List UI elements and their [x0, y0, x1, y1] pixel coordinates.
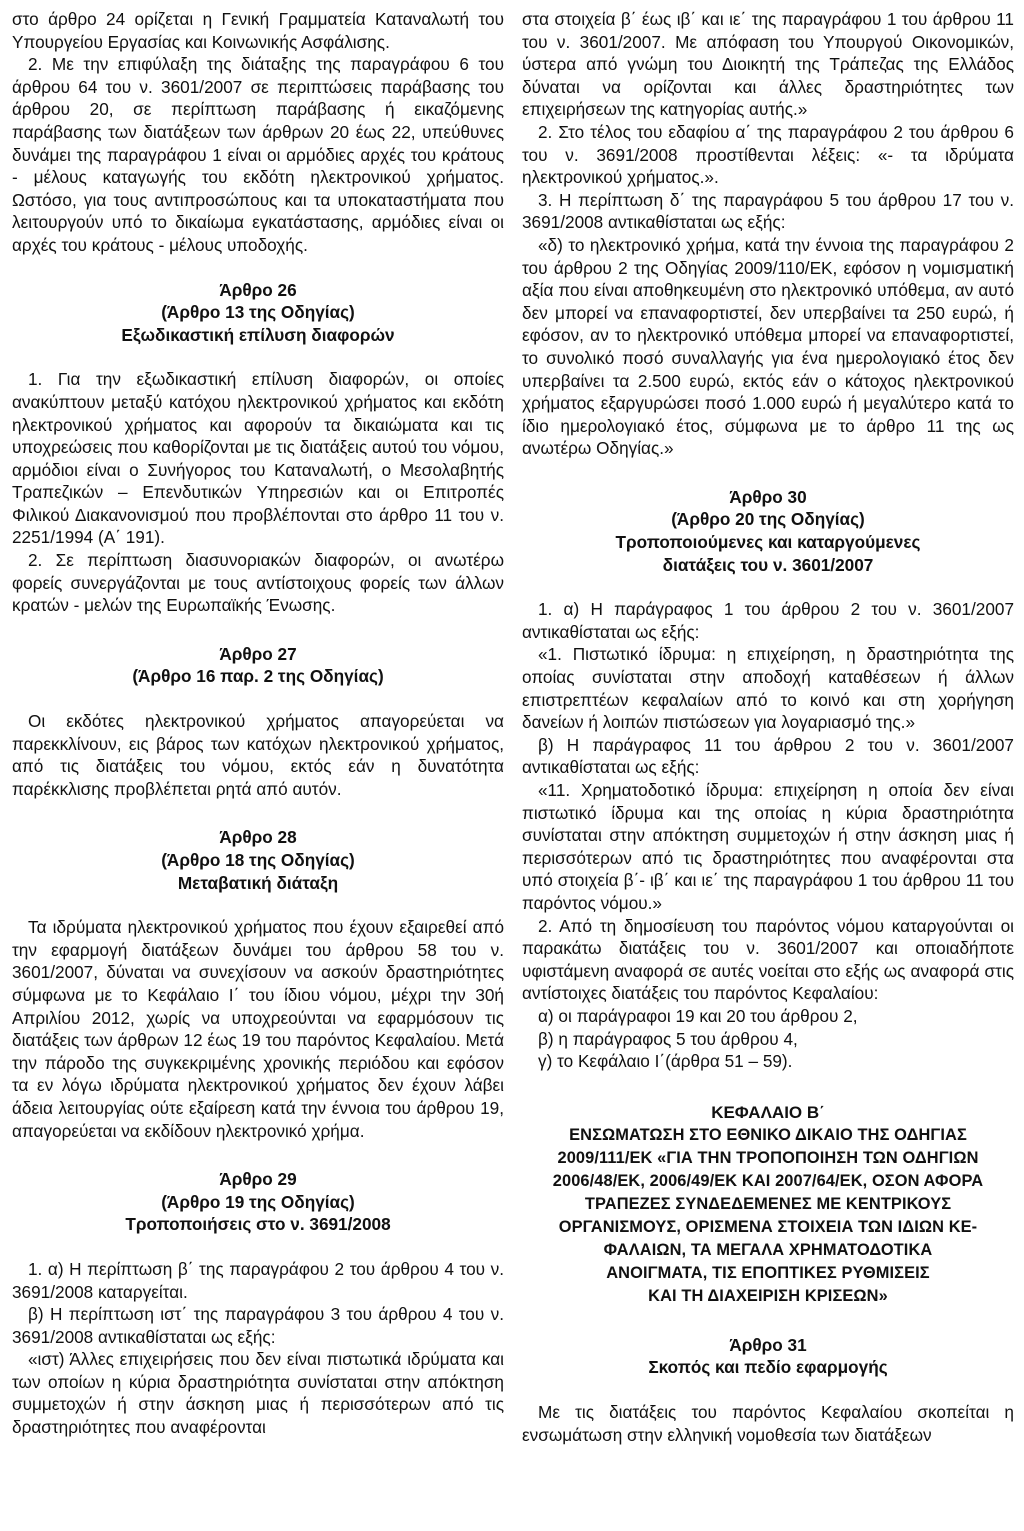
chapter-title-line: ΟΡΓΑΝΙΣΜΟΥΣ, ΟΡΙΣΜΕΝΑ ΣΤΟΙΧΕΙΑ ΤΩΝ ΙΔΙΩΝ ΚΕ-	[558, 1217, 978, 1236]
article-number: Άρθρο 29	[219, 1169, 297, 1190]
chapter-title-line: ΕΝΣΩΜΑΤΩΣΗ ΣΤΟ ΕΘΝΙΚΟ ΔΙΚΑΙΟ ΤΗΣ ΟΔΗΓΙΑΣ	[569, 1125, 967, 1144]
quoted-paragraph: «1. Πιστωτικό ίδρυμα: η επιχείρηση, η δραστηριότητα της οποίας συνίσταται στην αποδοχή καταθέσεων ή άλλων επιστρεπτέων κεφαλαίων από το κοινό και στη χορήγηση δανείων ή λοιπών πιστώσεων για λογαριασμό της.»	[522, 644, 1014, 733]
article-number: Άρθρο 27	[219, 643, 297, 664]
body-paragraph: 1. α) Η περίπτωση β΄ της παραγράφου 2 του άρθρου 4 του ν. 3691/2008 καταργείται.	[12, 1258, 504, 1302]
article-title: Εξωδικαστική επίλυση διαφορών	[121, 324, 395, 345]
body-paragraph: στα στοιχεία β΄ έως ιβ΄ και ιε΄ της παραγράφου 1 του άρθρου 11 του ν. 3601/2007. Με απόφαση του Υπουργού Οικονομικών, ύστερα από γνώμη του Διοικητή της Τράπεζας της Ελλάδος δύναται να ορίζονται και άλλες δραστηριότητες των επιχειρήσεων της κατηγορίας αυτής.»	[522, 9, 1014, 120]
chapter-title-line: ΦΑΛΑΙΩΝ, ΤΑ ΜΕΓΑΛΑ ΧΡΗΜΑΤΟΔΟΤΙΚΑ	[603, 1240, 933, 1259]
directive-reference: (Άρθρο 19 της Οδηγίας)	[161, 1191, 355, 1212]
body-paragraph: 2. Από τη δημοσίευση του παρόντος νόμου καταργούνται οι παρακάτω διατάξεις του ν. 3601/2007 και οποιαδήποτε υφιστάμενη αναφορά σε αυτές νοείται στο εξής ως αναφορά στις αντίστοιχες διατάξεις του παρόντος Κεφαλαίου:	[522, 915, 1014, 1004]
list-item: γ) το Κεφάλαιο Ι΄(άρθρα 51 – 59).	[538, 1051, 793, 1072]
article-number: Άρθρο 31	[729, 1334, 807, 1355]
chapter-title-line: 2006/48/ΕΚ, 2006/49/ΕΚ ΚΑΙ 2007/64/ΕΚ, ΟΣΟΝ ΑΦΟΡΑ	[552, 1171, 984, 1190]
directive-reference: (Άρθρο 13 της Οδηγίας)	[161, 302, 355, 323]
right-column	[522, 8, 1014, 1531]
article-29-heading	[12, 1168, 504, 1236]
body-paragraph: 2. Σε περίπτωση διασυνοριακών διαφορών, οι ανωτέρω φορείς συνεργάζονται με τους αντίστοιχους φορείς των άλλων κρατών - μελών της Ευρωπαϊκής Ένωσης.	[12, 550, 504, 616]
body-paragraph: 2. Στο τέλος του εδαφίου α΄ της παραγράφου 2 του άρθρου 6 του ν. 3691/2008 προστίθενται λέξεις: «- τα ιδρύματα ηλεκτρονικού χρήματος.».	[522, 121, 1014, 188]
directive-reference: (Άρθρο 18 της Οδηγίας)	[161, 850, 355, 870]
article-number: Άρθρο 26	[219, 279, 297, 300]
quoted-paragraph: «ιστ) Άλλες επιχειρήσεις που δεν είναι πιστωτικά ιδρύματα και των οποίων η κύρια δραστηριότητα συνίσταται στην απόκτηση συμμετοχών ή στην άσκηση μιας ή περισσότερων από τις δραστηριότητες που αναφέρονται	[12, 1349, 504, 1438]
article-title: Μεταβατική διάταξη	[177, 872, 339, 893]
body-paragraph: β) Η περίπτωση ιστ΄ της παραγράφου 3 του άρθρου 4 του ν. 3691/2008 αντικαθίσταται ως εξής:	[12, 1304, 504, 1347]
quoted-paragraph: «δ) το ηλεκτρονικό χρήμα, κατά την έννοια της παραγράφου 2 του άρθρου 2 της Οδηγίας 2009/110/ΕΚ, εφόσον η νομισματική αξία που είναι αποθηκευμένη στο ηλεκτρονικό υπόθεμα, αν αυτό δεν μπορεί να επαναφορτιστεί, δεν υπερβαίνει τα 250 ευρώ, ή εφόσον, αν το ηλεκτρονικό υπόθεμα μπορεί να επαναφορτιστεί, το συνολικό ποσό συναλλαγής για ένα ημερολογιακό έτος δεν υπερβαίνει τα 2.500 ευρώ, εκτός εάν ο κάτοχος ηλεκτρονικού χρήματος εξαργυρώσει ποσό 1.000 ευρώ ή μεγαλύτερο κατά το ίδιο ημερολογιακό έτος, σύμφωνα με το άρθρο 11 της ως ανωτέρω Οδηγίας.»	[522, 234, 1014, 459]
body-paragraph: Με τις διατάξεις του παρόντος Κεφαλαίου σκοπείται η ενσωμάτωση στην ελληνική νομοθεσία των διατάξεων	[522, 1401, 1014, 1445]
chapter-label: ΚΕΦΑΛΑΙΟ Β΄	[711, 1102, 825, 1122]
directive-reference: (Άρθρο 20 της Οδηγίας)	[671, 509, 865, 530]
article-28-heading	[12, 826, 504, 894]
body-paragraph: Τα ιδρύματα ηλεκτρονικού χρήματος που έχουν εξαιρεθεί από την εφαρμογή διατάξεων δυνάμει του άρθρου 58 του ν. 3601/2007, δύναται να συνεχίσουν να ασκούν δραστηριότητες σύμφωνα με το Κεφάλαιο Ι΄ του ίδιου νόμου, μέχρι την 30ή Απριλίου 2012, χωρίς να υποχρεούνται να εφαρμόσουν τις διατάξεις των άρθρων 12 έως 19 του παρόντος Κεφαλαίου. Μετά την πάροδο της συγκεκριμένης χρονικής περιόδου και εφόσον τα εν λόγω ιδρύματα ηλεκτρονικού χρήματος δεν έχουν λάβει άδεια λειτουργίας ούτε εξαίρεση κατά την έννοια του άρθρου 19, απαγορεύεται να εκδίδουν ηλεκτρονικό χρήμα.	[12, 917, 504, 1141]
chapter-title-line: ΚΑΙ ΤΗ ΔΙΑΧΕΙΡΙΣΗ ΚΡΙΣΕΩΝ»	[648, 1286, 888, 1305]
body-paragraph: 3. Η περίπτωση δ΄ της παραγράφου 5 του άρθρου 17 του ν. 3691/2008 αντικαθίσταται ως εξής:	[522, 189, 1014, 233]
repealed-provisions-list	[522, 1005, 1014, 1073]
article-title: Τροποποιήσεις στο ν. 3691/2008	[125, 1214, 391, 1235]
body-paragraph: Οι εκδότες ηλεκτρονικού χρήματος απαγορεύεται να παρεκκλίνουν, εις βάρος των κατόχων ηλεκτρονικού χρήματος, από τις διατάξεις του νόμου, εκτός εάν η δυνατότητα παρέκκλισης προβλέπεται ρητά από αυτόν.	[12, 711, 504, 799]
article-30-heading	[522, 486, 1014, 576]
quoted-paragraph: «11. Χρηματοδοτικό ίδρυμα: επιχείρηση η οποία δεν είναι πιστωτικό ίδρυμα και της οποίας η κύρια δραστηριότητα συνίσταται στην απόκτηση συμμετοχών ή στην άσκηση μιας ή περισσότερων από τις δραστηριότητες που αναφέρονται στα υπό στοιχεία β΄- ιβ΄ και ιε΄ της παραγράφου 1 του άρθρου 11 του παρόντος νόμου.»	[522, 780, 1014, 913]
article-title-line: Τροποποιούμενες και καταργούμενες	[615, 532, 921, 553]
article-number: Άρθρο 28	[219, 827, 297, 848]
list-item: β) η παράγραφος 5 του άρθρου 4,	[538, 1028, 798, 1049]
chapter-title-line: ΑΝΟΙΓΜΑΤΑ, ΤΙΣ ΕΠΟΠΤΙΚΕΣ ΡΥΘΜΙΣΕΙΣ	[606, 1263, 930, 1282]
body-paragraph: στο άρθρο 24 ορίζεται η Γενική Γραμματεία Καταναλωτή του Υπουργείου Εργασίας και Κοινωνικής Ασφάλισης.	[12, 9, 504, 52]
article-title: Σκοπός και πεδίο εφαρμογής	[648, 1357, 888, 1378]
directive-reference: (Άρθρο 16 παρ. 2 της Οδηγίας)	[132, 666, 384, 687]
article-27-heading	[12, 643, 504, 688]
chapter-title-line: 2009/111/ΕΚ «ΓΙΑ ΤΗΝ ΤΡΟΠΟΠΟΙΗΣΗ ΤΩΝ ΟΔΗΓΙΩΝ	[557, 1148, 979, 1167]
body-paragraph: β) Η παράγραφος 11 του άρθρου 2 του ν. 3601/2007 αντικαθίσταται ως εξής:	[522, 734, 1014, 778]
article-31-heading	[522, 1334, 1014, 1379]
list-item: α) οι παράγραφοι 19 και 20 του άρθρου 2,	[538, 1005, 858, 1026]
body-paragraph: 1. Για την εξωδικαστική επίλυση διαφορών, οι οποίες ανακύπτουν μεταξύ κατόχου ηλεκτρονικού χρήματος και εκδότη ηλεκτρονικού χρήματος και αφορούν τα δικαιώματα και τις υποχρεώσεις που καθορίζονται με τις διατάξεις αυτού του νόμου, αρμόδιοι είναι ο Συνήγορος του Καταναλωτή, ο Μεσολαβητής Τραπεζικών – Επενδυτικών Υπηρεσιών και οι Επιτροπές Φιλικού Διακανονισμού που προβλέπονται στο άρθρο 11 του ν. 2251/1994 (Α΄ 191).	[12, 369, 504, 548]
chapter-title	[522, 1124, 1014, 1308]
body-paragraph: 2. Με την επιφύλαξη της διάταξης της παραγράφου 6 του άρθρου 64 του ν. 3601/2007 σε περιπτώσεις παράβασης του άρθρου 20, σε περίπτωση παράβασης ή εικαζόμενης παράβασης των διατάξεων των άρθρων 20 έως 22, υπεύθυνες δυνάμει της παραγράφου 1 είναι οι αρμόδιες αρχές του κράτους - μέλους καταγωγής του εκδότη ηλεκτρονικού χρήματος. Ωστόσο, για τους αντιπροσώπους και τα υποκαταστήματα που λειτουργούν υπό το δικαίωμα εγκατάστασης, αρμόδιες είναι οι αρχές του κράτους - μέλους υποδοχής.	[12, 54, 504, 255]
body-paragraph: 1. α) Η παράγραφος 1 του άρθρου 2 του ν. 3601/2007 αντικαθίσταται ως εξής:	[522, 599, 1014, 642]
article-26-heading	[12, 279, 504, 347]
article-title-line: διατάξεις του ν. 3601/2007	[662, 554, 874, 575]
left-column	[12, 8, 504, 1531]
chapter-title-line: ΤΡΑΠΕΖΕΣ ΣΥΝΔΕΔΕΜΕΝΕΣ ΜΕ ΚΕΝΤΡΙΚΟΥΣ	[584, 1194, 952, 1213]
article-number: Άρθρο 30	[729, 486, 807, 507]
